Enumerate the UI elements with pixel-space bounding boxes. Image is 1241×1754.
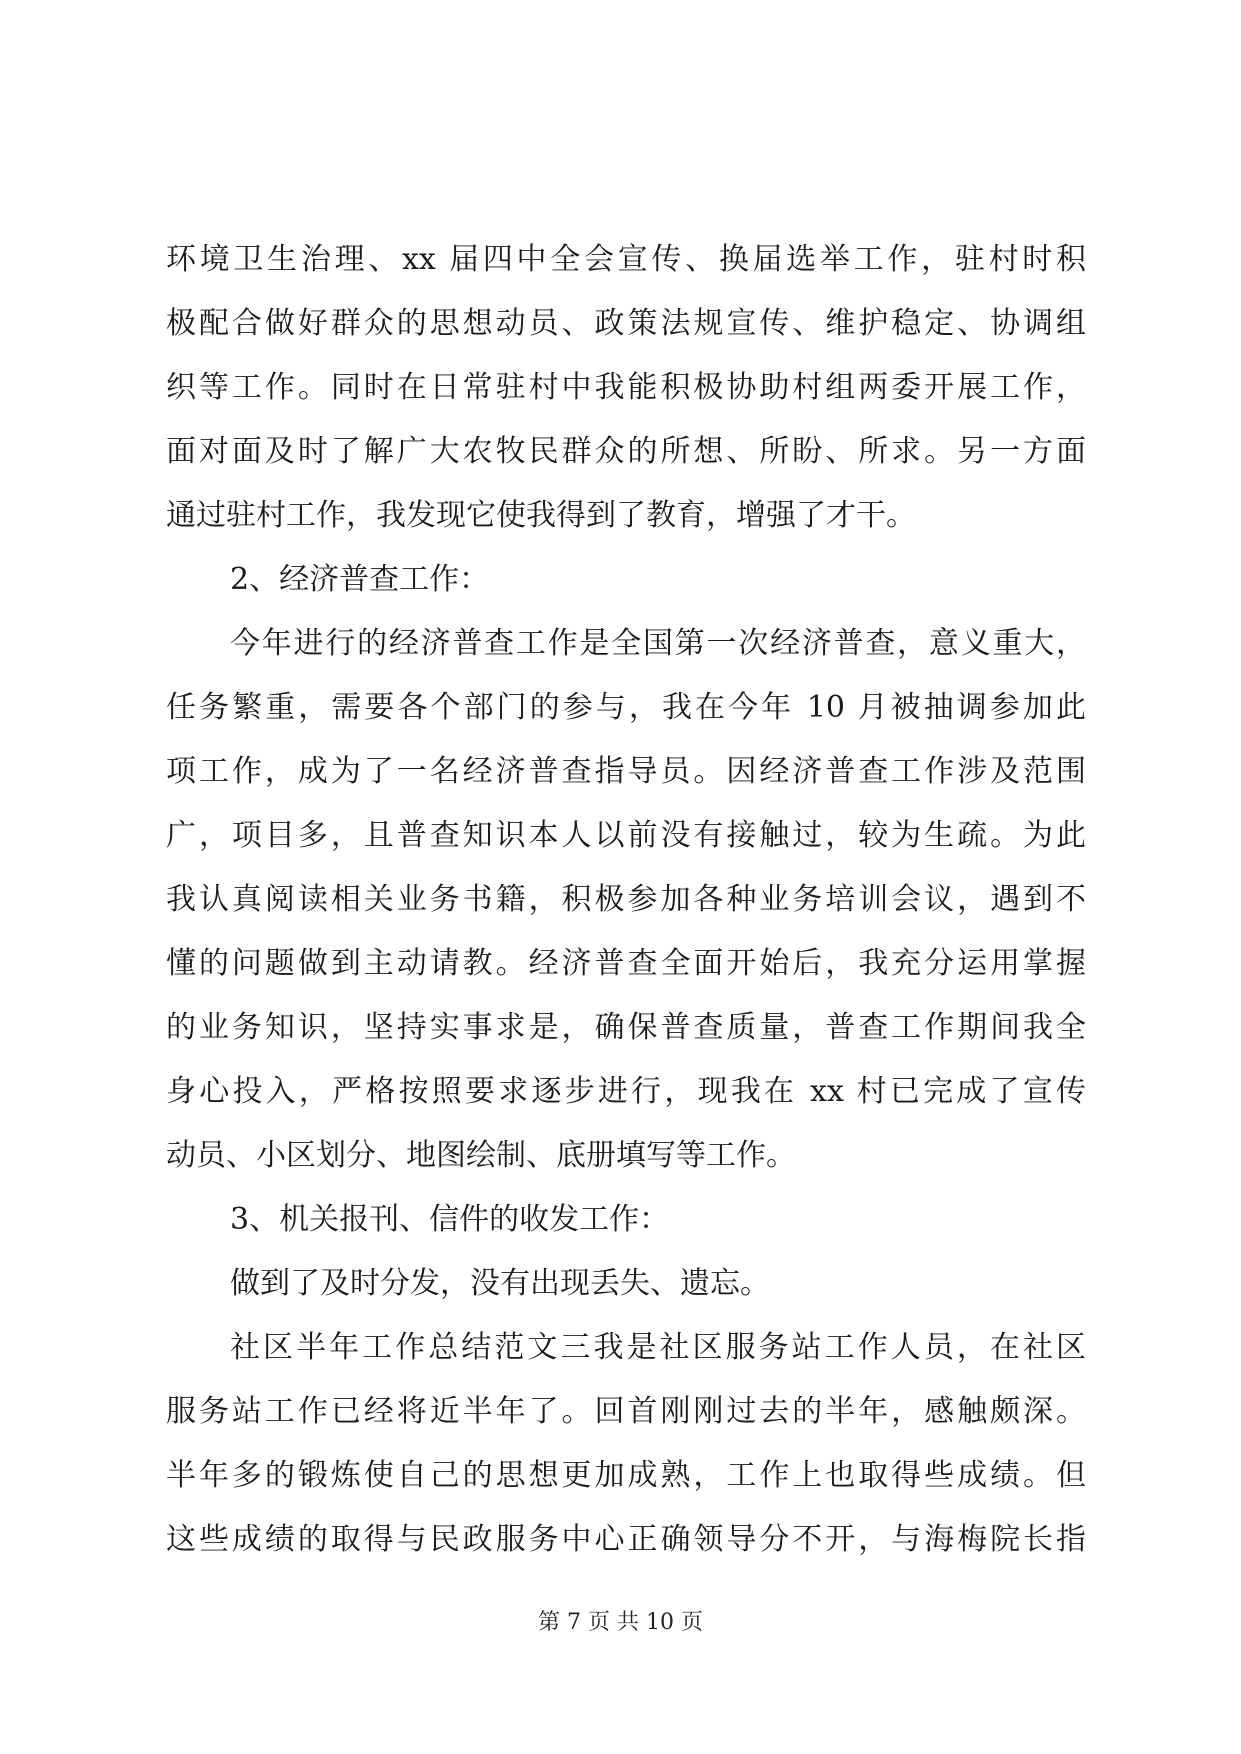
paragraph-first-line: 今年进行的经济普查工作是全国第一次经济普查，意义重大，: [230, 626, 1086, 661]
text-line: 通过驻村工作，我发现它使我得到了教育，增强了才干。: [166, 498, 916, 533]
text-line: 服务站工作已经将近半年了。回首刚刚过去的半年，感触颇深。: [166, 1394, 1086, 1429]
paragraph-first-line: 社区半年工作总结范文三我是社区服务站工作人员，在社区: [230, 1330, 1086, 1365]
text-line: 织等工作。同时在日常驻村中我能积极协助村组两委开展工作，: [166, 370, 1086, 405]
text-line: 广，项目多，且普查知识本人以前没有接触过，较为生疏。为此: [166, 818, 1086, 853]
text-line: 这些成绩的取得与民政服务中心正确领导分不开，与海梅院长指: [166, 1522, 1086, 1557]
text-line: 项工作，成为了一名经济普查指导员。因经济普查工作涉及范围: [166, 754, 1086, 789]
text-line: 任务繁重，需要各个部门的参与，我在今年 10 月被抽调参加此: [166, 690, 1086, 725]
document-body: [166, 228, 1086, 1572]
text-line: 面对面及时了解广大农牧民群众的所想、所盼、所求。另一方面: [166, 434, 1086, 469]
text-line: 懂的问题做到主动请教。经济普查全面开始后，我充分运用掌握: [166, 946, 1086, 981]
text-line: 身心投入，严格按照要求逐步进行，现我在 xx 村已完成了宣传: [166, 1074, 1086, 1109]
section-heading: 2、经济普查工作：: [230, 562, 490, 597]
text-line: 的业务知识，坚持实事求是，确保普查质量，普查工作期间我全: [166, 1010, 1086, 1045]
text-line: 极配合做好群众的思想动员、政策法规宣传、维护稳定、协调组: [166, 306, 1086, 341]
paragraph-line: 做到了及时分发，没有出现丢失、遗忘。: [230, 1266, 770, 1301]
page-number-footer: 第 7 页 共 10 页: [538, 1610, 703, 1635]
section-heading: 3、机关报刊、信件的收发工作：: [230, 1202, 670, 1237]
text-line: 环境卫生治理、xx 届四中全会宣传、换届选举工作，驻村时积: [166, 242, 1086, 277]
text-line: 我认真阅读相关业务书籍，积极参加各种业务培训会议，遇到不: [166, 882, 1086, 917]
text-line: 半年多的锻炼使自己的思想更加成熟，工作上也取得些成绩。但: [166, 1458, 1086, 1493]
text-line: 动员、小区划分、地图绘制、底册填写等工作。: [166, 1138, 796, 1173]
